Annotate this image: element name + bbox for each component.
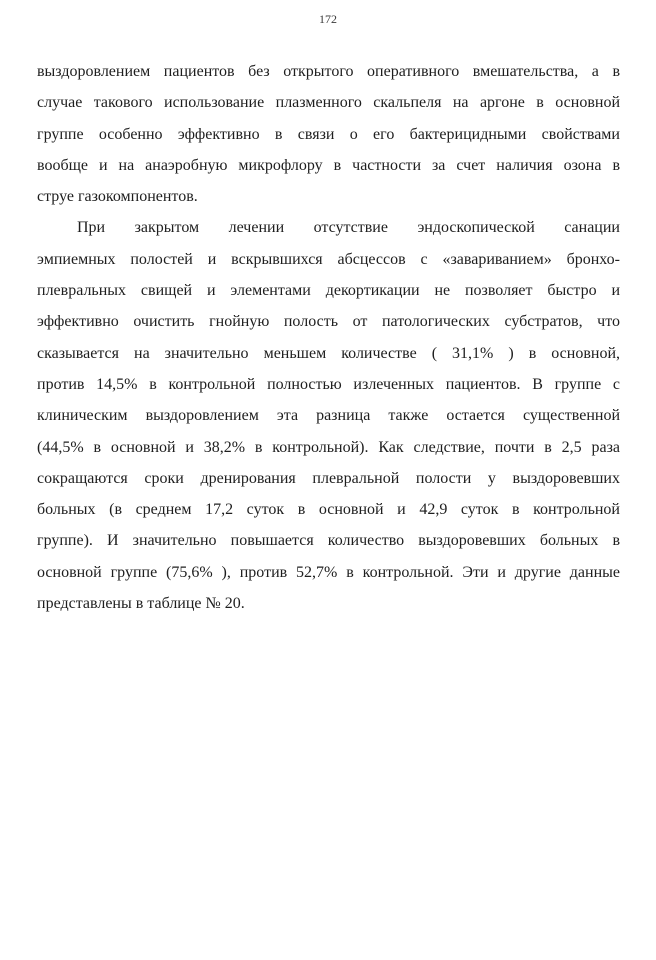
text-line: вообще и на анаэробную микрофлору в частности за счет наличия озона в	[37, 156, 620, 174]
paragraph	[37, 56, 620, 212]
text-line: представлены в таблице № 20.	[37, 595, 245, 613]
text-line: основной группе (75,6% ), против 52,7% в контрольной. Эти и другие данные	[37, 563, 620, 581]
text-line: сказывается на значительно меньшем количестве ( 31,1% ) в основной,	[37, 344, 620, 362]
text-line: случае такового использование плазменного скальпеля на аргоне в основной	[37, 94, 620, 112]
page-number: 172	[319, 12, 337, 26]
text-line: группе). И значительно повышается количество выздоровевших больных в	[37, 532, 620, 550]
text-line: выздоровлением пациентов без открытого оперативного вмешательства, а в	[37, 63, 620, 80]
text-line: больных (в среднем 17,2 суток в основной и 42,9 суток в контрольной	[37, 501, 620, 519]
text-line: струе газокомпонентов.	[37, 188, 198, 206]
text-line: (44,5% в основной и 38,2% в контрольной). Как следствие, почти в 2,5 раза	[37, 438, 620, 456]
text-line: эмпиемных полостей и вскрывшихся абсцессов с «завариванием» бронхо-	[37, 250, 620, 268]
text-line: клиническим выздоровлением эта разница также остается существенной	[37, 407, 620, 425]
text-line: группе особенно эффективно в связи о его бактерицидными свойствами	[37, 125, 620, 143]
paragraph	[37, 212, 620, 619]
text-line: против 14,5% в контрольной полностью излеченных пациентов. В группе с	[37, 375, 620, 393]
text-line: эффективно очистить гнойную полость от патологических субстратов, что	[37, 313, 620, 331]
text-line: При закрытом лечении отсутствие эндоскопической санации	[77, 219, 620, 237]
text-line: сокращаются сроки дренирования плевральной полости у выздоровевших	[37, 469, 620, 487]
body-text	[37, 56, 620, 619]
text-line: плевральных свищей и элементами декортикации не позволяет быстро и	[37, 282, 620, 300]
